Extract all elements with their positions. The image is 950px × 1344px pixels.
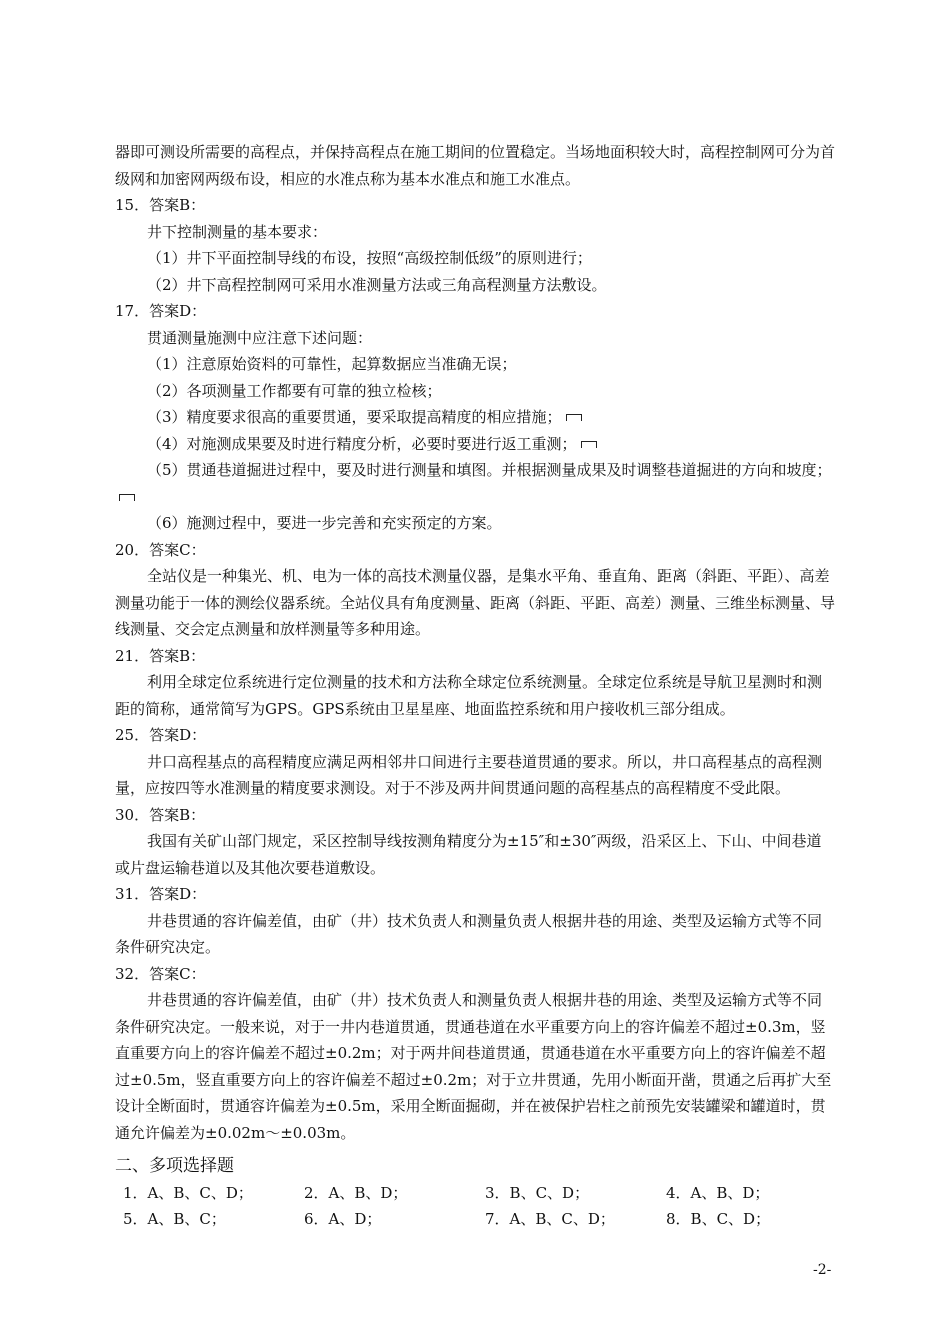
q17-item-5 [115,457,835,510]
q32-text: 井巷贯通的容许偏差值，由矿（井）技术负责人和测量负责人根据井巷的用途、类型及运输方式等不同条件研究决定。一般来说，对于一井内巷道贯通，贯通巷道在水平重要方向上的容许偏差不超过±0.3m，竖直重要方向上的容许偏差不超过±0.2m；对于两井间巷道贯通，贯通巷道在水平重要方向上的容许偏差不超过±0.5m，竖直重要方向上的容许偏差不超过±0.2m；对于立井贯通，先用小断面开凿，贯通之后再扩大至设计全断面时，贯通容许偏差为±0.5m，采用全断面掘砌，并在被保护岩柱之前预先安装罐梁和罐道时，贯通允许偏差为±0.02m～±0.03m。 [115,991,832,1142]
intro-paragraph: 器即可测设所需要的高程点，并保持高程点在施工期间的位置稳定。当场地面积较大时，高程控制网可分为首级网和加密网两级布设，相应的水准点称为基本水准点和施工水准点。 [115,143,836,188]
q25-header: 25．答案D： [115,726,207,744]
editor-mark-icon [119,494,135,501]
q20-header: 20．答案C： [115,540,206,559]
q17-item-5-text: （5）贯通巷道掘进过程中，要及时进行测量和填图。并根据测量成果及时调整巷道掘进的方向和坡度； [147,461,832,479]
q17-item-2: （2）各项测量工作都要有可靠的独立检核； [147,381,442,400]
q31-text: 井巷贯通的容许偏差值，由矿（井）技术负责人和测量负责人根据井巷的用途、类型及运输方式等不同条件研究决定。 [115,911,823,956]
answer-grid [123,1180,835,1232]
q15-lead: 井下控制测量的基本要求： [147,222,328,241]
q15-header: 15．答案B： [115,196,206,214]
q31-header: 31．答案D： [115,885,207,903]
q32-header: 32．答案C： [115,964,206,983]
page-number: -2- [813,1262,832,1278]
q17-item-4-text: （4）对施测成果要及时进行精度分析，必要时要进行返工重测； [147,434,577,453]
q17-item-3 [115,404,835,431]
answer-item: 6．A、D； [304,1210,382,1228]
q30-text: 我国有关矿山部门规定，采区控制导线按测角精度分为±15″和±30″两级，沿采区上、下山、中间巷道或片盘运输巷道以及其他次要巷道敷设。 [115,832,822,877]
q20-text: 全站仪是一种集光、机、电为一体的高技术测量仪器，是集水平角、垂直角、距离（斜距、平距）、高差测量功能于一体的测绘仪器系统。全站仪具有角度测量、距离（斜距、平距、高差）测量、三维坐标测量、导线测量、交会定点测量和放样测量等多种用途。 [115,567,836,638]
q17-item-3-text: （3）精度要求很高的重要贯通，要采取提高精度的相应措施； [147,408,562,426]
answer-item: 4．A、B、D； [666,1184,770,1202]
q17-item-1: （1）注意原始资料的可靠性，起算数据应当准确无误； [147,355,517,373]
answer-item: 5．A、B、C； [123,1210,226,1228]
answer-item: 3．B、C、D； [485,1184,590,1202]
q21-text: 利用全球定位系统进行定位测量的技术和方法称全球定位系统测量。全球定位系统是导航卫星测时和测距的简称，通常简写为GPS。GPS系统由卫星星座、地面监控系统和用户接收机三部分组成。 [115,673,823,718]
q25-text: 井口高程基点的高程精度应满足两相邻井口间进行主要巷道贯通的要求。所以，井口高程基点的高程测量，应按四等水准测量的精度要求测设。对于不涉及两井间贯通问题的高程基点的高程精度不受此限。 [115,752,823,797]
q17-item-6: （6）施测过程中，要进一步完善和充实预定的方案。 [147,514,502,532]
page-content [115,139,835,1232]
answer-item: 1．A、B、C、D； [123,1184,253,1202]
q17-item-4 [115,431,835,458]
editor-mark-icon [566,414,582,421]
q15-item-1: （1）井下平面控制导线的布设，按照“高级控制低级”的原则进行； [147,249,592,267]
answer-item: 8．B、C、D； [666,1210,771,1228]
editor-mark-icon [581,441,597,448]
answer-item: 2．A、B、D； [304,1184,408,1202]
q21-header: 21．答案B： [115,646,206,665]
q17-lead: 贯通测量施测中应注意下述问题： [147,328,373,347]
section-title: 二、多项选择题 [115,1156,234,1176]
answer-item: 7．A、B、C、D； [485,1210,615,1228]
q17-header: 17．答案D： [115,302,207,320]
q15-item-2: （2）井下高程控制网可采用水准测量方法或三角高程测量方法敷设。 [147,275,607,294]
q30-header: 30．答案B： [115,805,206,824]
